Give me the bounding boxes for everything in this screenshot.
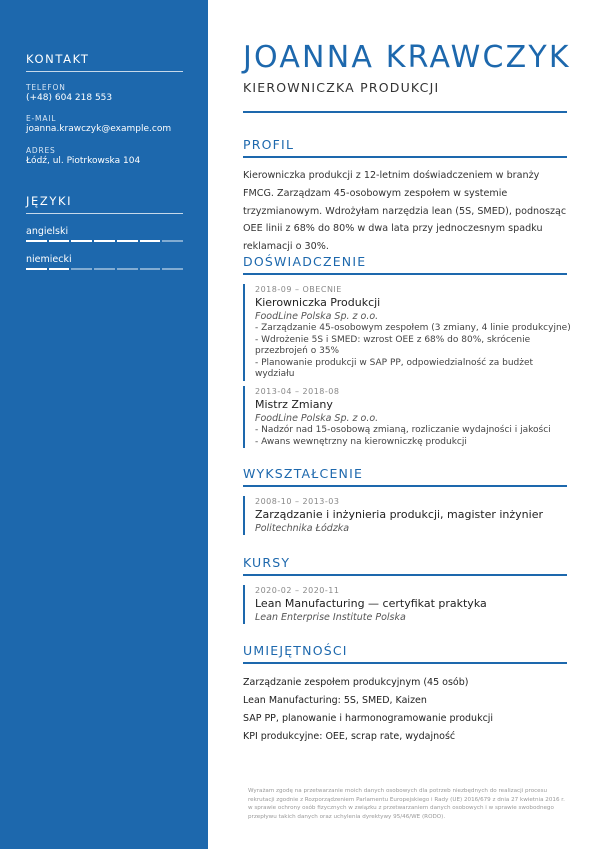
entry-bullet: - Zarządzanie 45-osobowym zespołem (3 zmiany, 4 linie produkcyjne) [255,323,571,333]
language-level-segment [71,268,92,270]
language-level-segment [49,268,70,270]
experience-entry [243,284,575,381]
education-entry [243,496,575,535]
gdpr-consent-clause: Wyrażam zgodę na przetwarzanie moich danych osobowych dla potrzeb niezbędnych do realizacji procesu rekrutacji zgodnie z Rozporządzeniem Parlamentu Europejskiego i Rady (UE) 2016/679 z dnia 27 kwietnia 2016 r. w sprawie ochrony osób fizycznych w związku z przetwarzaniem danych osobowych i w sprawie swobodnego przepływu takich danych oraz uchylenia dyrektywy 95/46/WE (RODO). [248,788,565,820]
header-divider [243,111,567,113]
candidate-name: JOANNA KRAWCZYK [243,40,571,75]
language-level-segment [162,240,183,242]
language-level-segment [117,240,138,242]
language-level-segment [71,240,92,242]
skill-item: SAP PP, planowanie i harmonogramowanie produkcji [243,713,494,724]
entry-title: Lean Manufacturing — certyfikat praktyka [255,597,487,610]
entry-date: 2008-10 – 2013-03 [255,497,340,506]
entry-organization: Lean Enterprise Institute Polska [255,612,406,623]
address-label: ADRES [26,146,56,155]
entry-organization: FoodLine Polska Sp. z o.o. [255,413,379,424]
entry-bullet: - Planowanie produkcji w SAP PP, odpowiedzialność za budżet wydziału [255,357,534,379]
language-level-bar [26,268,183,270]
entry-date: 2020-02 – 2020-11 [255,586,340,595]
language-level-segment [49,240,70,242]
profile-heading: PROFIL [243,137,567,158]
entry-title: Mistrz Zmiany [255,398,333,411]
experience-entry [243,386,575,448]
email-label: E-MAIL [26,114,57,123]
language-level-segment [162,268,183,270]
skills-heading: UMIEJĘTNOŚCI [243,643,567,664]
entry-organization: FoodLine Polska Sp. z o.o. [255,311,379,322]
course-entry [243,585,575,624]
entry-bullet: - Awans wewnętrzny na kierowniczkę produkcji [255,436,467,447]
skill-item: KPI produkcyjne: OEE, scrap rate, wydajność [243,731,456,742]
entry-bullet: - Nadzór nad 15-osobową zmianą, rozliczanie wydajności i jakości [255,425,551,435]
entry-date: 2018-09 – OBECNIE [255,285,342,294]
language-level-segment [26,240,47,242]
email-value: joanna.krawczyk@example.com [26,124,172,134]
skill-item: Zarządzanie zespołem produkcyjnym (45 osób) [243,677,469,688]
sidebar [0,0,208,849]
phone-label: TELEFON [26,83,66,92]
job-title: KIEROWNICZKA PRODUKCJI [243,80,440,95]
language-level-segment [140,268,161,270]
skill-item: Lean Manufacturing: 5S, SMED, Kaizen [243,695,427,706]
experience-heading: DOŚWIADCZENIE [243,254,567,275]
language-level-segment [94,268,115,270]
entry-organization: Politechnika Łódzka [255,523,350,534]
entry-title: Zarządzanie i inżynieria produkcji, magister inżynier [255,508,544,521]
contact-heading: KONTAKT [26,52,183,72]
entry-title: Kierowniczka Produkcji [255,296,381,309]
education-heading: WYKSZTAŁCENIE [243,466,567,487]
phone-value: (+48) 604 218 553 [26,93,113,103]
entry-bullet: - Wdrożenie 5S i SMED: wzrost OEE z 68% do 80%, skrócenie przezbrojeń o 35% [255,334,531,356]
courses-heading: KURSY [243,555,567,576]
languages-heading: JĘZYKI [26,194,183,214]
language-name: angielski [26,226,69,237]
entry-date: 2013-04 – 2018-08 [255,387,340,396]
language-level-segment [140,240,161,242]
address-value: Łódź, ul. Piotrkowska 104 [26,156,141,166]
language-level-segment [117,268,138,270]
language-level-segment [26,268,47,270]
language-name: niemiecki [26,254,72,265]
language-level-segment [94,240,115,242]
language-level-bar [26,240,183,242]
profile-text: Kierowniczka produkcji z 12-letnim doświadczeniem w branży FMCG. Zarządzam 45-osobowym zespołem w systemie trzyzmianowym. Wdrożyłam narzędzia lean (5S, SMED), podnosząc OEE linii z 68% do 80% w dwa lata przy jednoczesnym spadku reklamacji o 30%. [243,170,567,253]
